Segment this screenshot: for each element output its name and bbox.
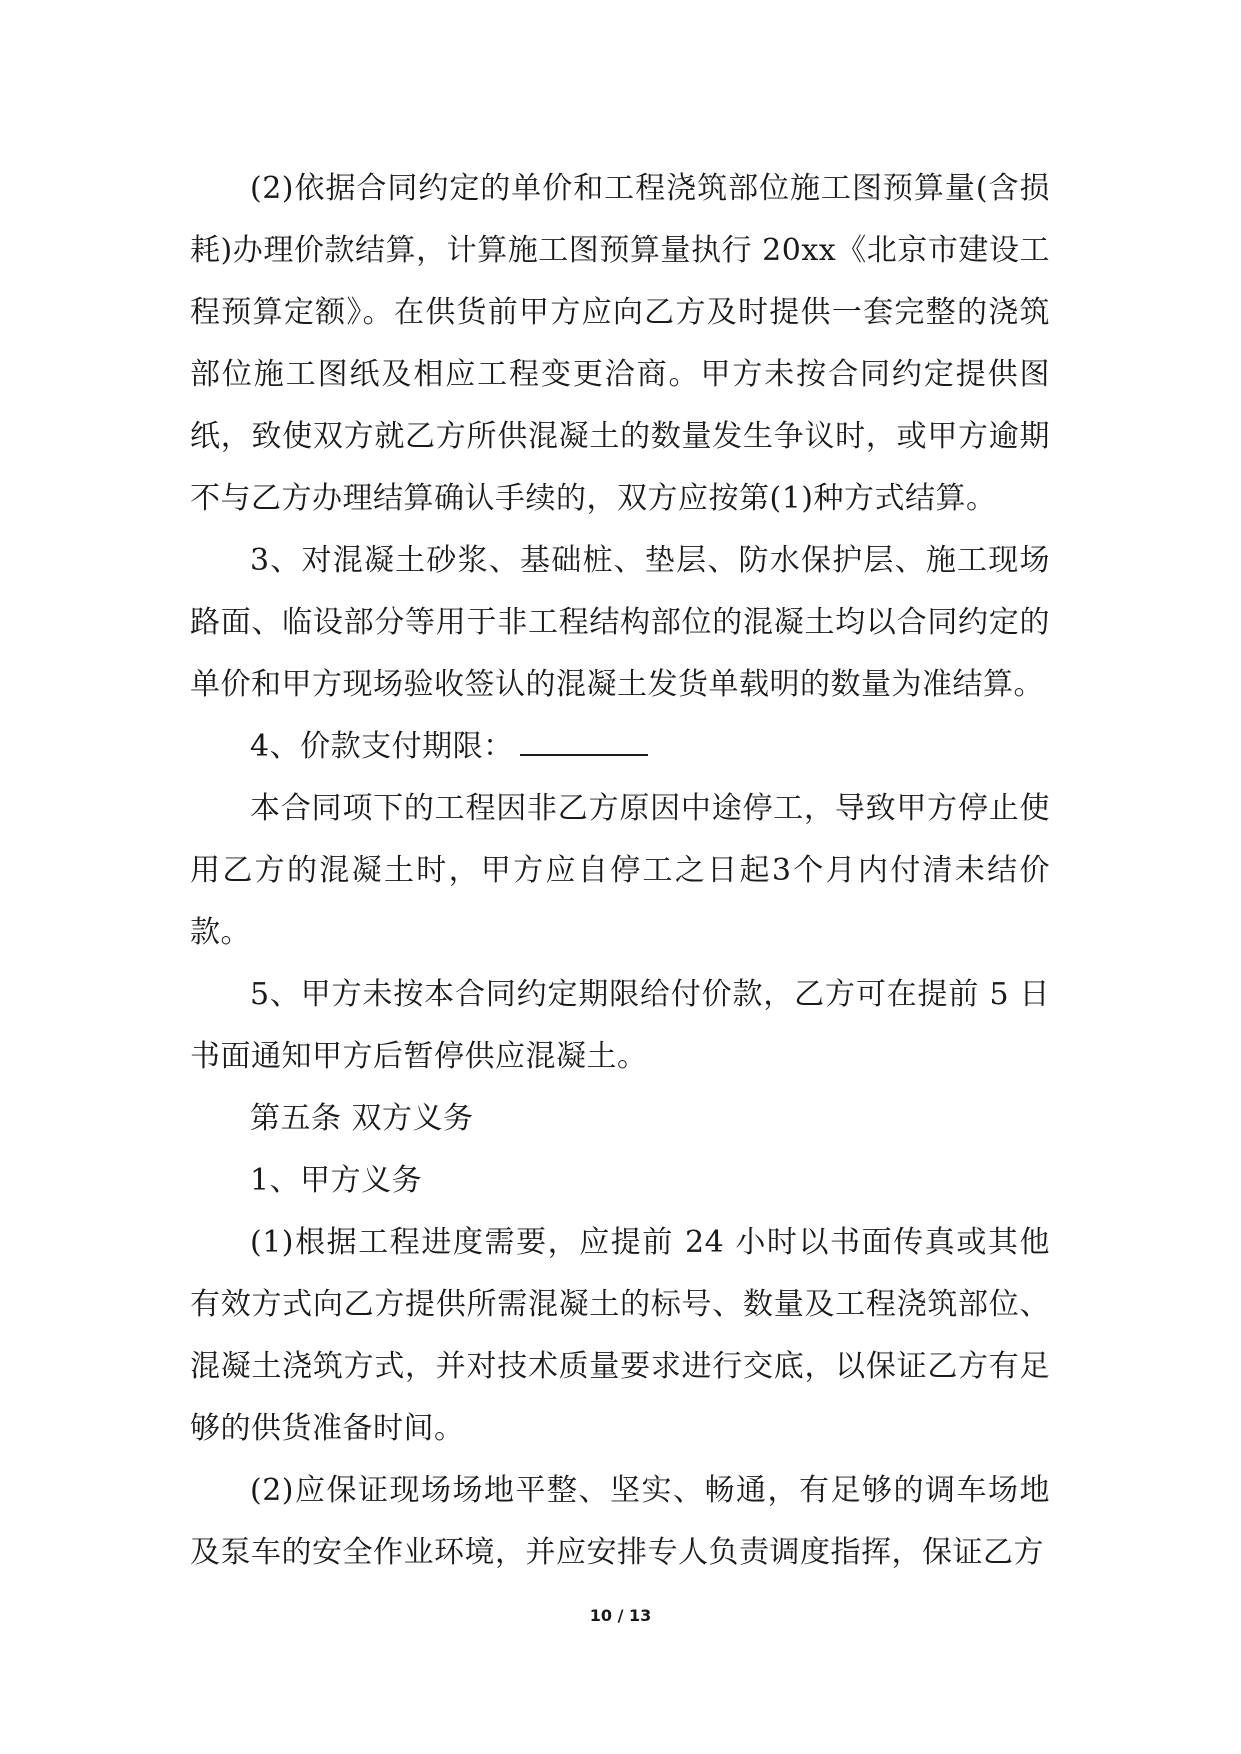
- paragraph-item-5: 5、甲方未按本合同约定期限给付价款，乙方可在提前 5 日书面通知甲方后暂停供应混凝土。: [190, 977, 1050, 1074]
- paragraph-settlement-method-2: (2)依据合同约定的单价和工程浇筑部位施工图预算量(含损耗)办理价款结算，计算施工图预算量执行 20xx《北京市建设工程预算定额》。在供货前甲方应向乙方及时提供一套完整的浇筑部位施工图纸及相应工程变更洽商。甲方未按合同约定提供图纸，致使双方就乙方所供混凝土的数量发生争议时，或甲方逾期不与乙方办理结算确认手续的，双方应按第(1)种方式结算。: [190, 171, 1050, 516]
- paragraph-duty-2: (2)应保证现场场地平整、坚实、畅通，有足够的调车场地及泵车的安全作业环境，并应安排专人负责调度指挥，保证乙方: [190, 1473, 1050, 1570]
- paragraph-duty-1: (1)根据工程进度需要，应提前 24 小时以书面传真或其他有效方式向乙方提供所需混凝土的标号、数量及工程浇筑部位、混凝土浇筑方式，并对技术质量要求进行交底，以保证乙方有足够的供货准备时间。: [190, 1225, 1050, 1446]
- paragraph-item-3: 3、对混凝土砂浆、基础桩、垫层、防水保护层、施工现场路面、临设部分等用于非工程结构部位的混凝土均以合同约定的单价和甲方现场验收签认的混凝土发货单载明的数量为准结算。: [190, 543, 1050, 702]
- paragraph-suspension: 本合同项下的工程因非乙方原因中途停工，导致甲方停止使用乙方的混凝土时，甲方应自停工之日起3个月内付清未结价款。: [190, 791, 1050, 950]
- section-heading-article-5: 第五条 双方义务: [250, 1101, 474, 1136]
- payment-term-label: 4、价款支付期限：: [250, 729, 514, 764]
- blank-line: [520, 730, 648, 756]
- paragraph-item-4: [190, 716, 1050, 778]
- subheading-party-a-duties: 1、甲方义务: [250, 1163, 423, 1198]
- document-body: [190, 158, 1050, 1584]
- page-number: 10 / 13: [589, 1606, 652, 1625]
